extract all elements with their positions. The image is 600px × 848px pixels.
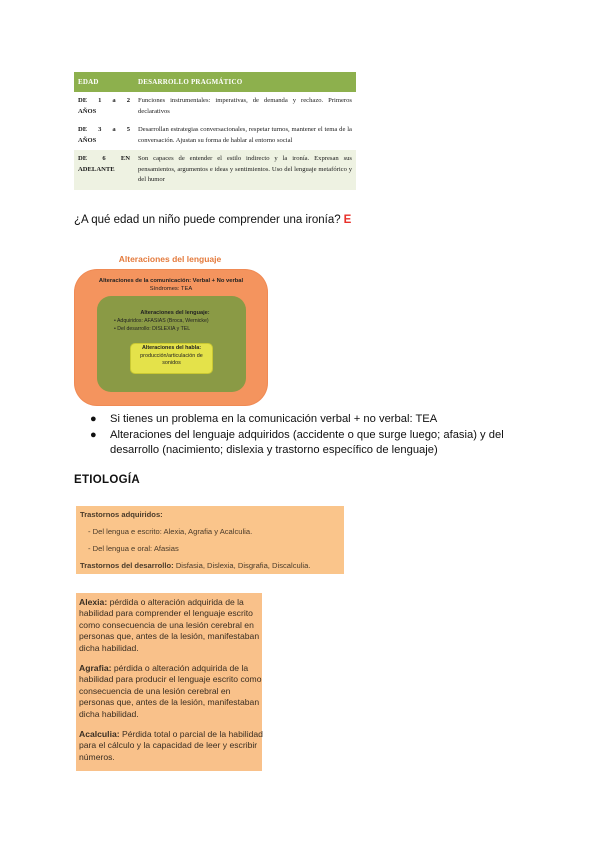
age-cell: DE 1 a 2 AÑOS — [74, 92, 134, 121]
definition-alexia: Alexia: pérdida o alteración adquirida de la habilidad para comprender el lenguaje escrito como consecuencia de una lesión cerebral en personas que, antes de la lesión, manifestaban dicha habilidad. — [79, 597, 260, 653]
age-cell: DE 3 a 5 AÑOS — [74, 121, 134, 150]
disorders-summary-box — [76, 506, 344, 574]
definition-acalculia: Acalculia: Pérdida total o parcial de la habilidad para el cálculo y la capacidad de leer y escribir números. — [79, 729, 263, 762]
question-answer: E — [343, 214, 352, 226]
bullet-icon: ● — [90, 429, 97, 441]
definitions-box — [76, 593, 262, 771]
acquired-item: - Del lengua e escrito: Alexia, Agrafia y Acalculia. — [88, 527, 253, 536]
pragmatic-development-table — [74, 72, 356, 190]
acquired-item: - Del lengua e oral: Afasias — [88, 544, 179, 553]
etiologia-heading: ETIOLOGÍA — [74, 474, 140, 486]
age-cell: DE 6 EN ADELANTE — [74, 150, 134, 190]
list-item: ● Si tienes un problema en la comunicación verbal + no verbal: TEA — [90, 413, 438, 425]
table-row — [74, 92, 356, 121]
bullet-icon: ● — [90, 413, 97, 425]
question-text: ¿A qué edad un niño puede comprender una ironía? — [74, 214, 341, 226]
description-cell: Desarrollan estrategias conversacionales, respetar turnos, mantener el tema de la conversación. Ajustan su forma de hablar al entorno social — [134, 121, 356, 150]
table-row — [74, 150, 356, 190]
table-header-row — [74, 72, 356, 92]
header-desarrollo: DESARROLLO PRAGMÁTICO — [134, 72, 356, 92]
question-line — [74, 214, 351, 226]
language-disorders-list: • Adquiridos: AFASIAS (Broca, Wernicke) • Del desarrollo: DISLEXIA y TEL — [114, 318, 209, 332]
table-row — [74, 121, 356, 150]
description-cell: Son capaces de entender el estilo indirecto y la ironía. Expresan sus pensamientos, argumentos e ideas y sentimientos. Uso del lenguaje metafórico y del humor — [134, 150, 356, 190]
speech-disorders-label: Alteraciones del habla: producción/articulación de sonidos — [140, 345, 203, 366]
developmental-line: Trastornos del desarrollo: Disfasia, Dislexia, Disgrafia, Discalculia. — [80, 561, 311, 570]
diagram-title: Alteraciones del lenguaje — [118, 254, 222, 264]
definition-agrafia: Agrafia: pérdida o alteración adquirida de la habilidad para producir el lenguaje escrito como consecuencia de una lesión cerebral en personas que, antes de la lesión, manifestaban dicha habilidad. — [79, 663, 262, 719]
communication-disorders-label: Alteraciones de la comunicación: Verbal + No verbal Síndromes: TEA — [98, 278, 244, 292]
description-cell: Funciones instrumentales: imperativas, de demanda y rechazo. Primeros declarativos — [134, 92, 356, 121]
header-edad: EDAD — [74, 72, 134, 92]
bullet-list — [88, 412, 528, 459]
list-item: ● Alteraciones del lenguaje adquiridos (accidente o que surge luego; afasia) y del desarrollo (nacimiento; dislexia y trastorno específico de lenguaje) — [90, 429, 504, 456]
language-disorders-title: Alteraciones del lenguaje: — [140, 310, 210, 316]
acquired-label: Trastornos adquiridos: — [80, 510, 163, 519]
